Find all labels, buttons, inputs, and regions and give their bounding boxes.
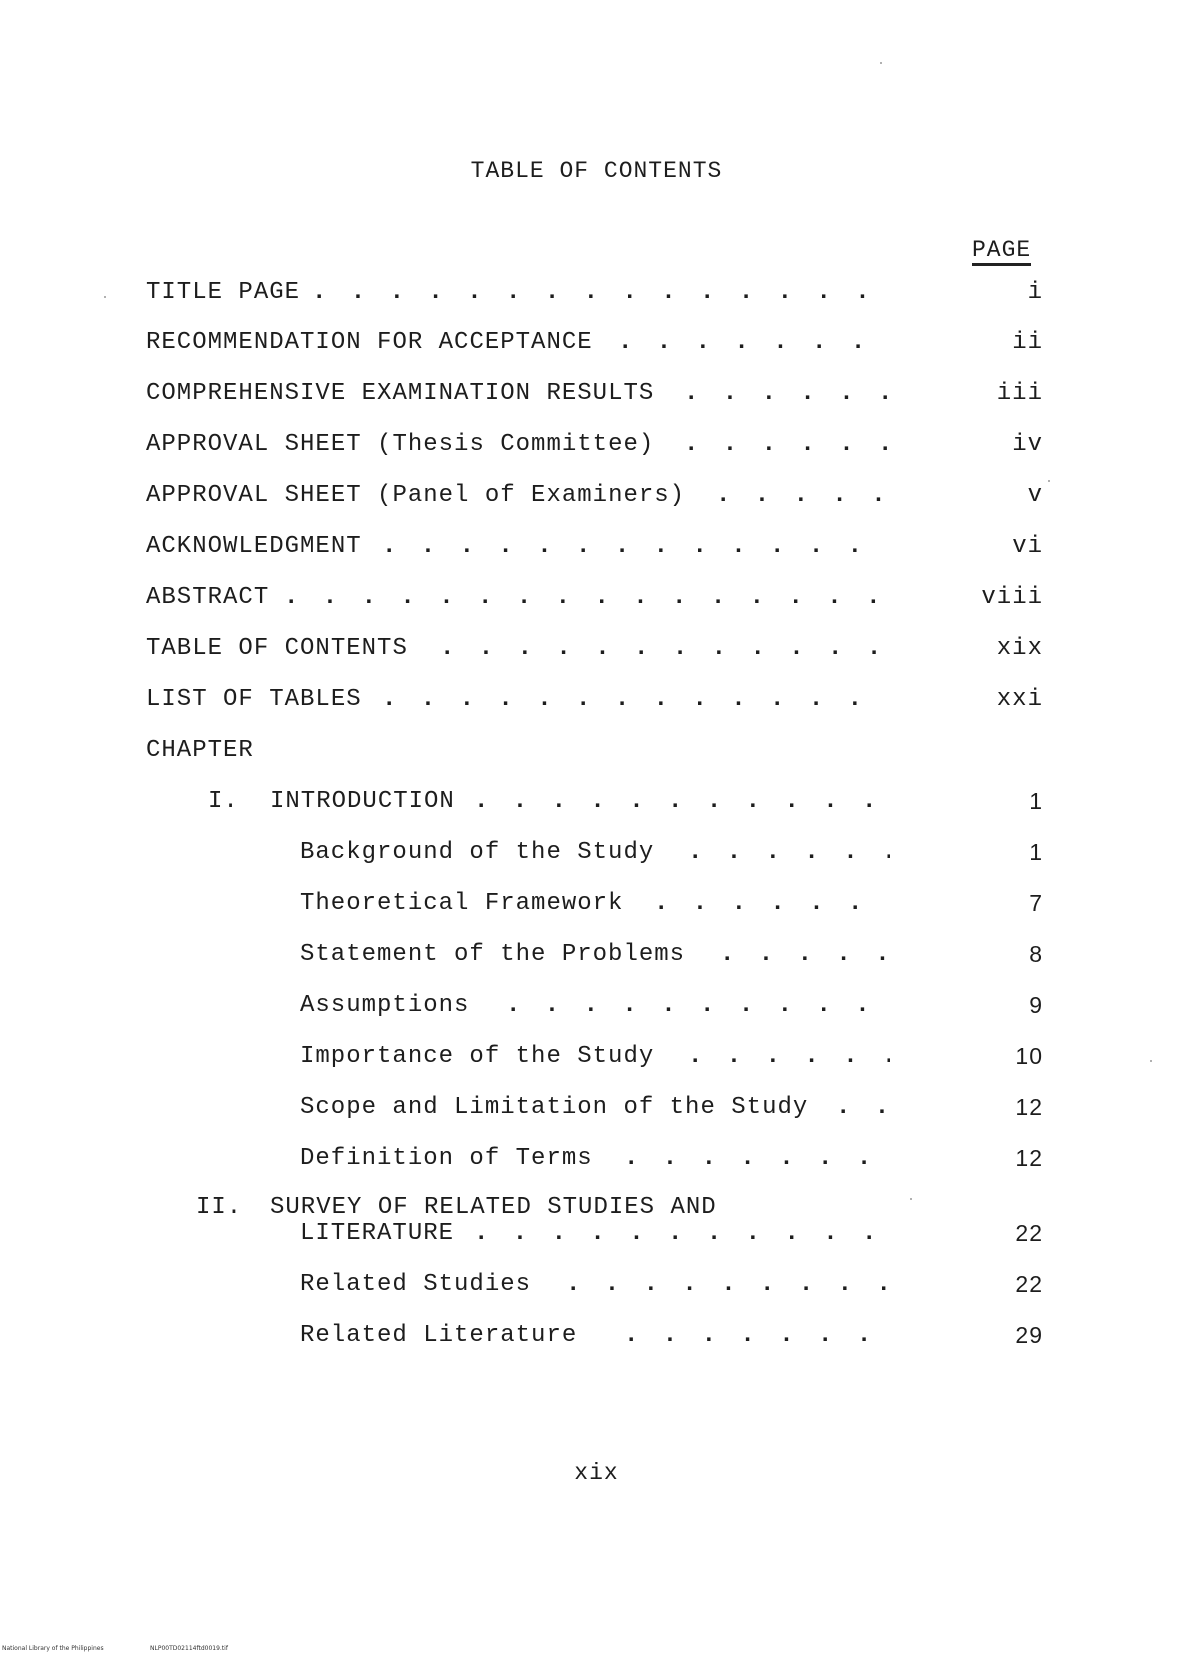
- toc-entry-label: ACKNOWLEDGMENT: [146, 533, 362, 560]
- section-entry: [0, 1145, 1193, 1179]
- toc-entry-page: iii: [996, 380, 1043, 407]
- toc-entry: [0, 635, 1193, 669]
- section-entry: [0, 992, 1193, 1026]
- toc-entry-page: 10: [1015, 1043, 1043, 1069]
- toc-entry-page: viii: [981, 584, 1043, 611]
- leader-dots: [688, 839, 890, 866]
- leader-dots: [624, 1322, 890, 1349]
- scan-speck: [1150, 1060, 1152, 1062]
- chapter-title: INTRODUCTION: [270, 788, 455, 815]
- leader-dots: [382, 686, 890, 713]
- toc-entry-label: TITLE PAGE: [146, 279, 301, 306]
- toc-entry: [0, 431, 1193, 465]
- toc-entry: [0, 329, 1193, 363]
- toc-entry: [0, 279, 1193, 313]
- chapter-title-line1: SURVEY OF RELATED STUDIES AND: [270, 1194, 717, 1221]
- section-entry: [0, 1271, 1193, 1305]
- toc-entry-page: 1: [1029, 788, 1043, 814]
- leader-dots: [474, 788, 890, 815]
- section-label: Related Literature: [300, 1322, 578, 1349]
- page-column-header: PAGE: [972, 237, 1031, 266]
- toc-entry-page: ii: [1012, 329, 1043, 356]
- toc-entry-page: i: [1027, 279, 1043, 306]
- leader-dots: [312, 279, 890, 306]
- toc-entry: [0, 686, 1193, 720]
- section-label: Statement of the Problems: [300, 941, 686, 968]
- section-label: Definition of Terms: [300, 1145, 593, 1172]
- section-entry: [0, 1094, 1193, 1128]
- section-label: Background of the Study: [300, 839, 655, 866]
- chapter-heading: [0, 737, 1193, 771]
- toc-entry-label: RECOMMENDATION FOR ACCEPTANCE: [146, 329, 593, 356]
- section-entry: [0, 890, 1193, 924]
- section-label: Assumptions: [300, 992, 470, 1019]
- leader-dots: [566, 1271, 890, 1298]
- leader-dots: [618, 329, 890, 356]
- toc-entry: [0, 533, 1193, 567]
- section-entry: [0, 1322, 1193, 1356]
- leader-dots: [684, 380, 890, 407]
- leader-dots: [284, 584, 890, 611]
- leader-dots: [688, 1043, 890, 1070]
- section-label: Importance of the Study: [300, 1043, 655, 1070]
- leader-dots: [506, 992, 890, 1019]
- chapter-number: I.: [208, 788, 239, 815]
- chapter-heading-label: CHAPTER: [146, 737, 254, 764]
- page-title: TABLE OF CONTENTS: [470, 158, 723, 184]
- leader-dots: [654, 890, 890, 917]
- toc-entry-label: ABSTRACT: [146, 584, 270, 611]
- scan-speck: [910, 1198, 912, 1200]
- toc-entry-label: COMPREHENSIVE EXAMINATION RESULTS: [146, 380, 655, 407]
- toc-entry: [0, 482, 1193, 516]
- toc-entry-label: LIST OF TABLES: [146, 686, 362, 713]
- scan-speck: [104, 296, 106, 298]
- section-entry: [0, 941, 1193, 975]
- toc-entry-page: 12: [1015, 1145, 1043, 1171]
- chapter-entry: [0, 1194, 1193, 1258]
- leader-dots: [716, 482, 890, 509]
- section-entry: [0, 1043, 1193, 1077]
- chapter-entry: [0, 788, 1193, 822]
- toc-entry-page: xxi: [996, 686, 1043, 713]
- toc-entry: [0, 584, 1193, 618]
- toc-entry-page: iv: [1012, 431, 1043, 458]
- toc-entry: [0, 380, 1193, 414]
- chapter-title-line2: LITERATURE: [300, 1220, 455, 1247]
- leader-dots: [836, 1094, 890, 1121]
- scan-stamp-library: National Library of the Philippines: [2, 1645, 104, 1652]
- toc-entry-page: vi: [1012, 533, 1043, 560]
- toc-entry-label: APPROVAL SHEET (Thesis Committee): [146, 431, 655, 458]
- scan-speck: [880, 62, 882, 64]
- scan-stamp-filename: NLP00TD02114ftd0019.tif: [150, 1645, 228, 1652]
- leader-dots: [382, 533, 890, 560]
- toc-entry-page: 12: [1015, 1094, 1043, 1120]
- footer-page-number: xix: [574, 1460, 619, 1486]
- scan-speck: [1048, 480, 1050, 482]
- toc-entry-page: 1: [1029, 839, 1043, 865]
- toc-entry-label: APPROVAL SHEET (Panel of Examiners): [146, 482, 686, 509]
- toc-entry-page: 9: [1029, 992, 1043, 1018]
- toc-entry-page: 7: [1029, 890, 1043, 916]
- toc-entry-page: 22: [1015, 1271, 1043, 1297]
- leader-dots: [624, 1145, 890, 1172]
- section-label: Theoretical Framework: [300, 890, 624, 917]
- toc-entry-page: 29: [1015, 1322, 1043, 1348]
- toc-entry-page: 22: [1015, 1220, 1043, 1246]
- section-entry: [0, 839, 1193, 873]
- toc-entry-label: TABLE OF CONTENTS: [146, 635, 408, 662]
- toc-entry-page: v: [1027, 482, 1043, 509]
- leader-dots: [684, 431, 890, 458]
- section-label: Related Studies: [300, 1271, 532, 1298]
- toc-entry-page: 8: [1029, 941, 1043, 967]
- toc-entry-page: xix: [996, 635, 1043, 662]
- section-label: Scope and Limitation of the Study: [300, 1094, 809, 1121]
- chapter-number: II.: [196, 1194, 243, 1221]
- leader-dots: [720, 941, 890, 968]
- leader-dots: [474, 1220, 890, 1247]
- leader-dots: [440, 635, 890, 662]
